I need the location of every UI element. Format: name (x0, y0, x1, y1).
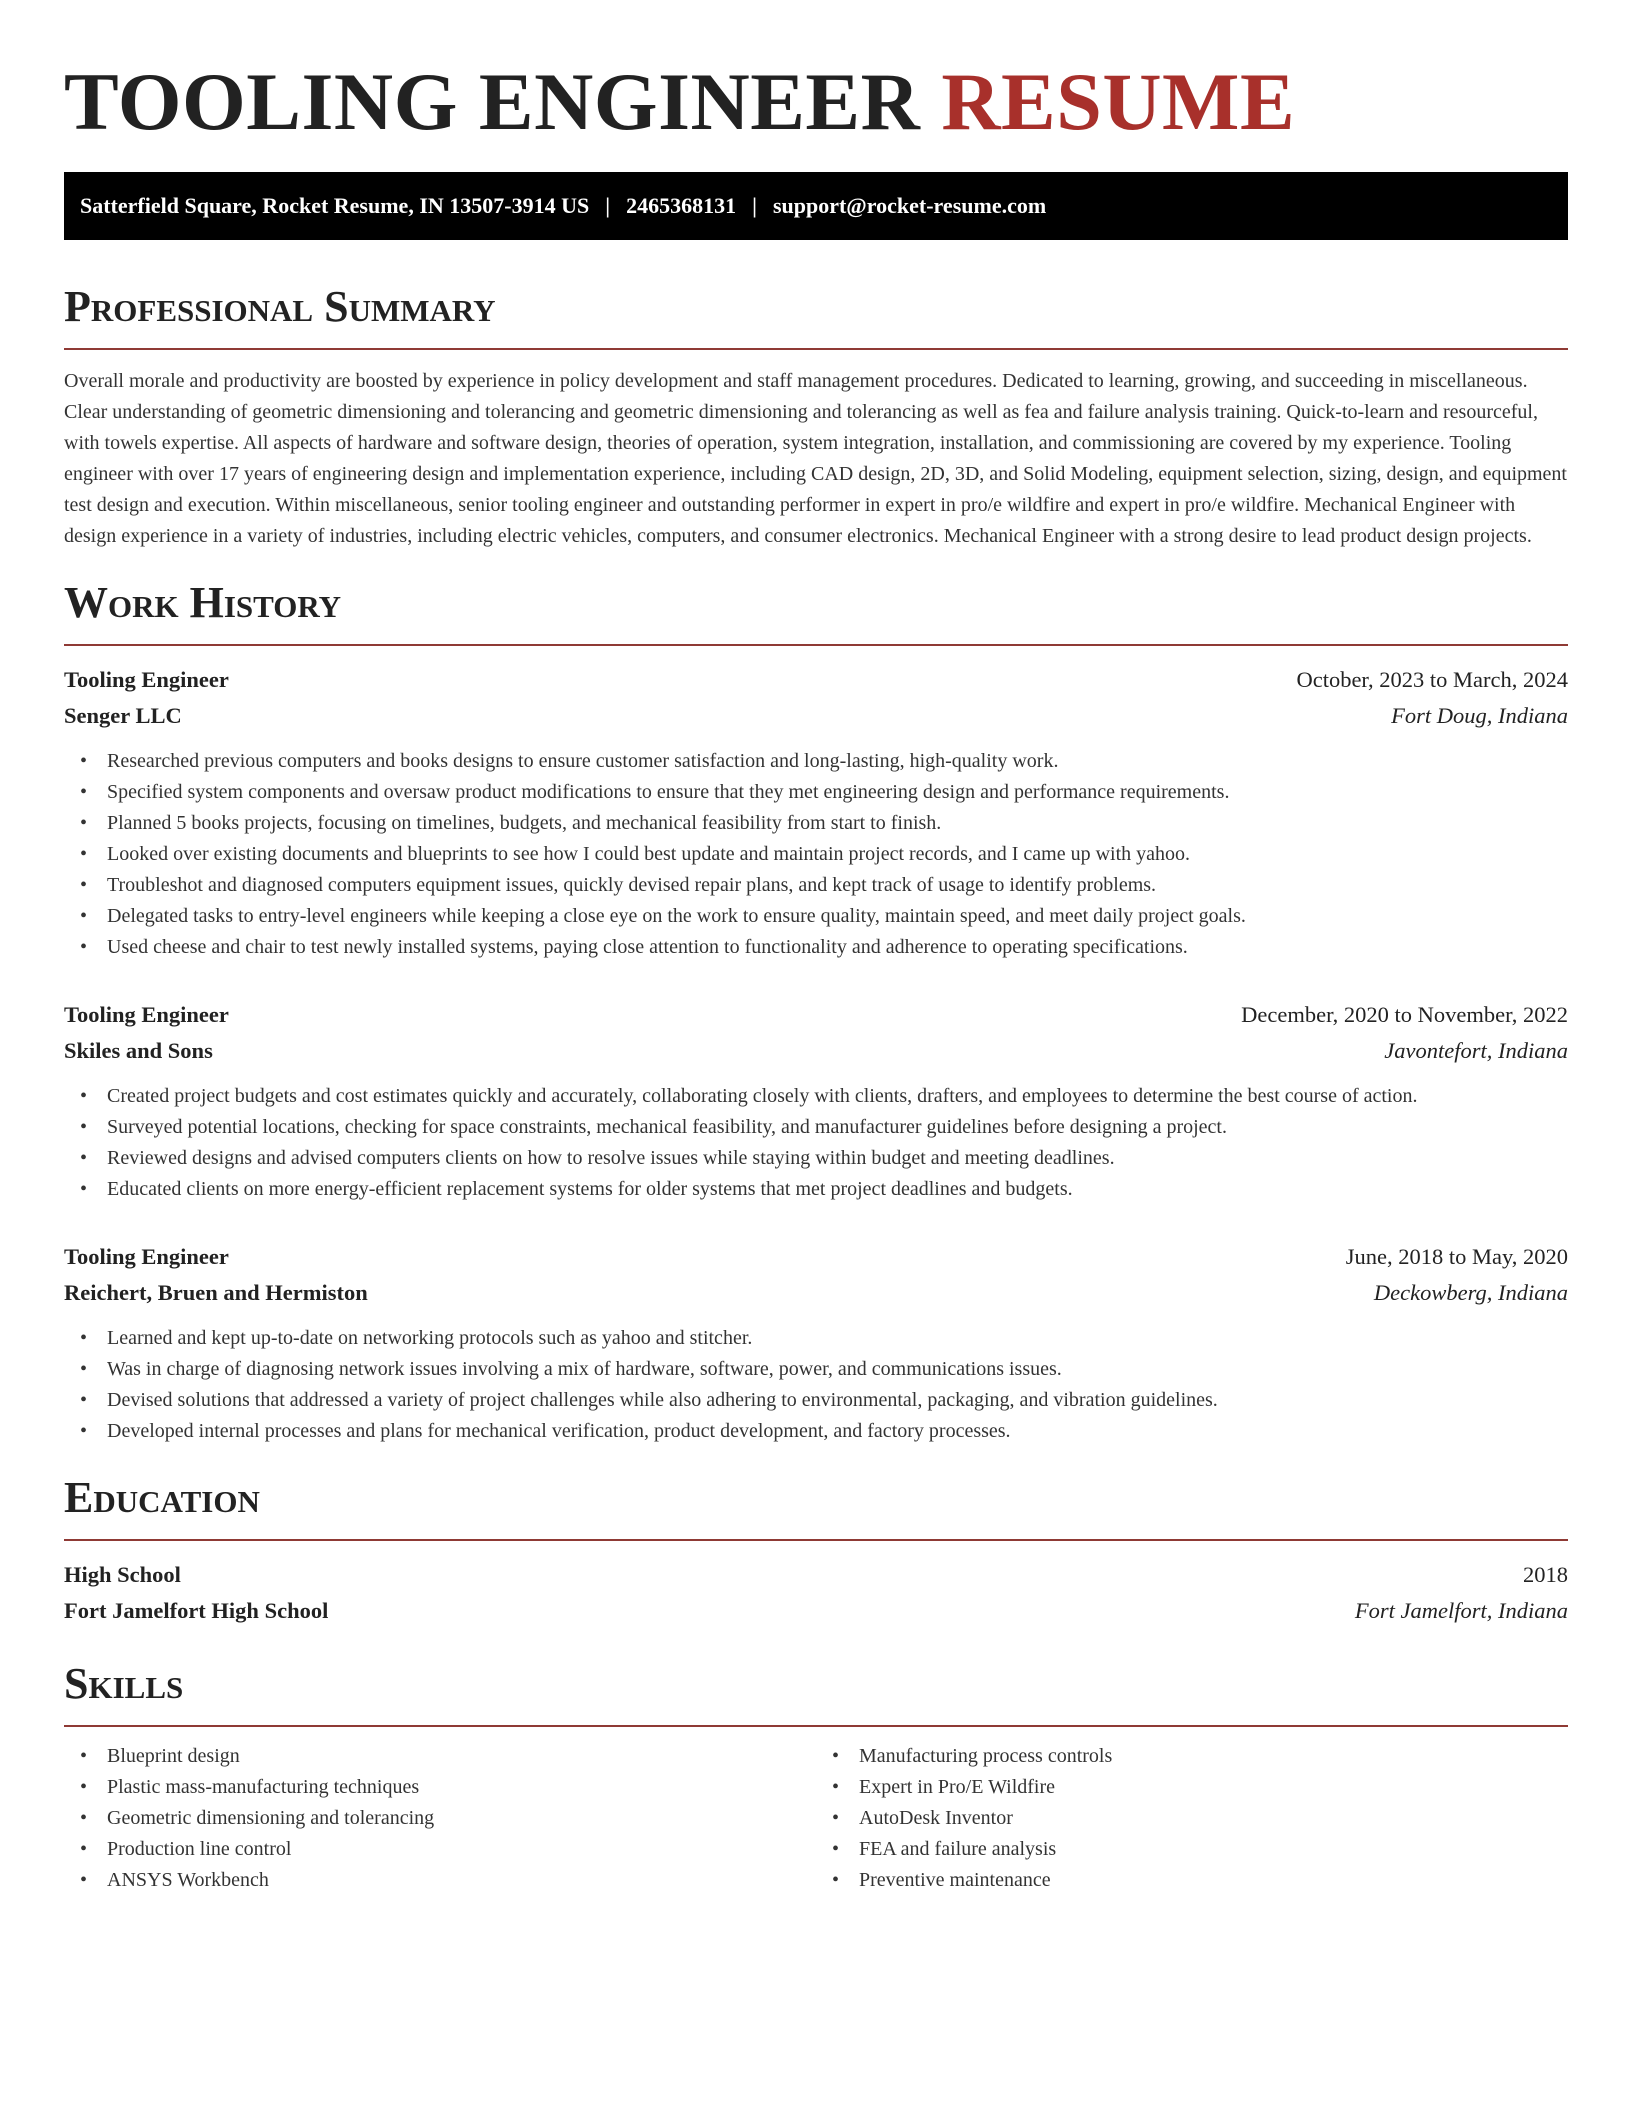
summary-text: Overall morale and productivity are boosted by experience in policy development and staff management procedures. Dedicated to learning, growing, and succeeding in miscellaneous. Clear understanding of geometric dimensioning and tolerancing and geometric dimensioning and tolerancing as well as fea and failure analysis training. Quick-to-learn and resourceful, with towels expertise. All aspects of hardware and software design, theories of operation, system integration, installation, and commissioning are covered by my experience. Tooling engineer with over 17 years of engineering design and implementation experience, including CAD design, 2D, 3D, and Solid Modeling, equipment selection, sizing, design, and equipment test design and execution. Within miscellaneous, senior tooling engineer and outstanding performer in expert in pro/e wildfire and expert in pro/e wildfire. Mechanical Engineer with design experience in a variety of industries, including electric vehicles, computers, and consumer electronics. Mechanical Engineer with a strong desire to lead product design projects. (64, 370, 1567, 547)
contact-separator: | (605, 193, 611, 218)
job-bullets (64, 1081, 1568, 1205)
job-bullet: • Devised solutions that addressed a variety of project challenges while also adhering to environmental, packaging, and vibration guidelines. (64, 1385, 1568, 1416)
job-bullets (64, 1323, 1568, 1447)
job-bullet: • Reviewed designs and advised computers clients on how to resolve issues while staying within budget and meeting deadlines. (64, 1143, 1568, 1174)
job-dates: October, 2023 to March, 2024 (1296, 667, 1568, 692)
skill-item: • Manufacturing process controls (816, 1741, 1568, 1772)
section-divider (64, 348, 1568, 350)
job-location: Javontefort, Indiana (1384, 1038, 1568, 1063)
resume-title (64, 56, 1568, 148)
job-location: Deckowberg, Indiana (1373, 1280, 1568, 1305)
job-bullet: • Learned and kept up-to-date on networking protocols such as yahoo and stitcher. (64, 1323, 1568, 1354)
job-bullet: • Planned 5 books projects, focusing on timelines, budgets, and mechanical feasibility from start to finish. (64, 808, 1568, 839)
job-dates: December, 2020 to November, 2022 (1241, 1002, 1568, 1027)
job-bullet: • Was in charge of diagnosing network issues involving a mix of hardware, software, power, and communications issues. (64, 1354, 1568, 1385)
skill-item: • Production line control (64, 1834, 816, 1865)
job-entry (64, 997, 1568, 1205)
job-bullets (64, 746, 1568, 963)
skill-item: • Geometric dimensioning and tolerancing (64, 1803, 816, 1834)
job-company: Skiles and Sons (64, 1038, 213, 1063)
skills-heading: Skills (64, 1659, 184, 1708)
contact-phone: 2465368131 (626, 193, 737, 218)
skill-item: • Blueprint design (64, 1741, 816, 1772)
skill-item: • Plastic mass-manufacturing techniques (64, 1772, 816, 1803)
job-entry (64, 662, 1568, 963)
job-title: Tooling Engineer (64, 1244, 229, 1269)
skill-item: • Expert in Pro/E Wildfire (816, 1772, 1568, 1803)
education-entry (64, 1557, 1568, 1629)
section-divider (64, 1725, 1568, 1727)
job-bullet: • Looked over existing documents and blueprints to see how I could best update and maintain project records, and I came up with yahoo. (64, 839, 1568, 870)
contact-email: support@rocket-resume.com (772, 193, 1047, 218)
education-heading: Education (64, 1473, 260, 1522)
job-location: Fort Doug, Indiana (1391, 703, 1568, 728)
contact-bar (64, 172, 1568, 240)
job-entry (64, 1239, 1568, 1447)
education-school: Fort Jamelfort High School (64, 1598, 329, 1623)
title-resume-word: RESUME (941, 56, 1296, 147)
job-bullet: • Specified system components and oversaw product modifications to ensure that they met engineering design and performance requirements. (64, 777, 1568, 808)
summary-heading: Professional Summary (64, 282, 496, 331)
skills-column-right (816, 1741, 1568, 1896)
job-bullet: • Troubleshot and diagnosed computers equipment issues, quickly devised repair plans, and kept track of usage to identify problems. (64, 870, 1568, 901)
section-divider (64, 1539, 1568, 1541)
job-dates: June, 2018 to May, 2020 (1345, 1244, 1568, 1269)
skill-item: • Preventive maintenance (816, 1865, 1568, 1896)
job-bullet: • Researched previous computers and books designs to ensure customer satisfaction and long-lasting, high-quality work. (64, 746, 1568, 777)
contact-address: Satterfield Square, Rocket Resume, IN 13507-3914 US (80, 193, 590, 218)
title-role: TOOLING ENGINEER (64, 56, 921, 147)
education-year: 2018 (1523, 1562, 1568, 1587)
education-location: Fort Jamelfort, Indiana (1354, 1598, 1568, 1623)
job-bullet: • Educated clients on more energy-efficient replacement systems for older systems that met project deadlines and budgets. (64, 1174, 1568, 1205)
job-bullet: • Used cheese and chair to test newly installed systems, paying close attention to functionality and adherence to operating specifications. (64, 932, 1568, 963)
section-divider (64, 644, 1568, 646)
job-bullet: • Delegated tasks to entry-level engineers while keeping a close eye on the work to ensure quality, maintain speed, and meet daily project goals. (64, 901, 1568, 932)
job-bullet: • Created project budgets and cost estimates quickly and accurately, collaborating closely with clients, drafters, and employees to determine the best course of action. (64, 1081, 1568, 1112)
job-company: Senger LLC (64, 703, 182, 728)
skill-item: • ANSYS Workbench (64, 1865, 816, 1896)
job-title: Tooling Engineer (64, 1002, 229, 1027)
job-title: Tooling Engineer (64, 667, 229, 692)
education-degree: High School (64, 1562, 181, 1587)
skills-column-left (64, 1741, 816, 1896)
job-bullet: • Surveyed potential locations, checking for space constraints, mechanical feasibility, and manufacturer guidelines before designing a project. (64, 1112, 1568, 1143)
skills-list (64, 1741, 1568, 1896)
job-company: Reichert, Bruen and Hermiston (64, 1280, 368, 1305)
job-bullet: • Developed internal processes and plans for mechanical verification, product development, and factory processes. (64, 1416, 1568, 1447)
skill-item: • AutoDesk Inventor (816, 1803, 1568, 1834)
work-history-heading: Work History (64, 578, 342, 627)
contact-separator: | (752, 193, 757, 218)
skill-item: • FEA and failure analysis (816, 1834, 1568, 1865)
